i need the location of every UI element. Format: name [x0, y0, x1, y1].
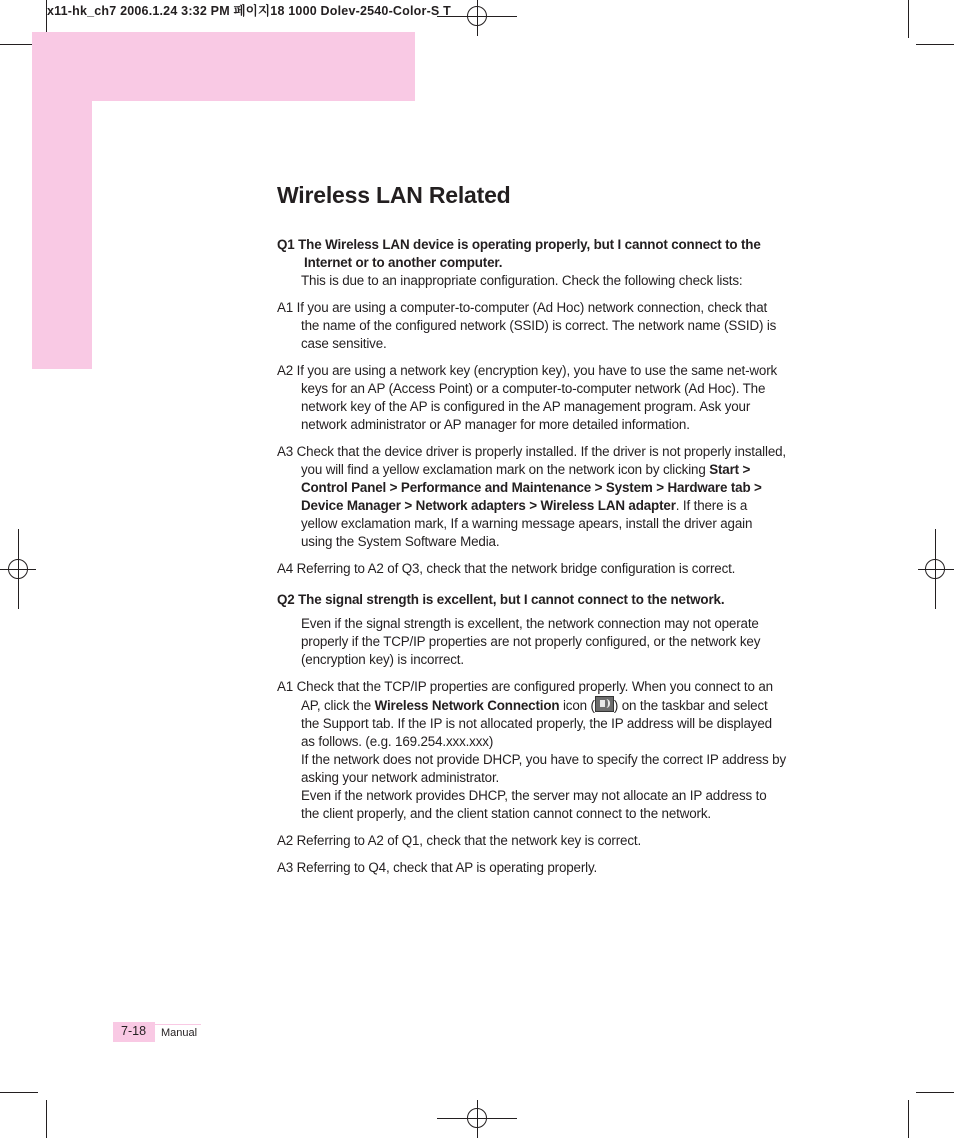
q1-answer-3-text: A3 Check that the device driver is properly installed. If the driver is not properly installed, you will find a yellow exclamation mark on the network icon by clicking: [277, 444, 786, 477]
q1-answer-4: A4 Referring to A2 of Q3, check that the network bridge configuration is correct.: [277, 561, 736, 576]
q2-answer-1-bold: Wireless Network Connection: [374, 698, 560, 713]
q2-answer-2: A2 Referring to A2 of Q1, check that the network key is correct.: [277, 833, 642, 848]
question-1-text: The Wireless LAN device is operating properly, but I cannot connect to the Internet or to another computer.: [298, 237, 761, 270]
q2-answer-1: [277, 678, 787, 751]
q1-answer-3: [277, 443, 787, 551]
pink-side-bar: [32, 32, 92, 369]
question-1-intro: This is due to an inappropriate configuration. Check the following check lists:: [301, 273, 743, 288]
question-1: [277, 236, 787, 272]
q2-answer-1-dhcp-2: Even if the network provides DHCP, the server may not allocate an IP address to the client properly, and the client station cannot connect to the network.: [301, 788, 767, 821]
q2-answer-1-text: A1 Check that the TCP/IP properties are configured properly. When you connect to an AP, click the: [277, 679, 773, 713]
question-2-label: Q2: [277, 592, 299, 607]
question-2-text: The signal strength is excellent, but I cannot connect to the network.: [298, 592, 725, 607]
content: [277, 236, 787, 877]
footer-label: Manual: [161, 1027, 198, 1039]
q2-answer-3: A3 Referring to Q4, check that AP is operating properly.: [277, 860, 598, 875]
q2-answer-1-text-end: ) on the taskbar and select the Support tab. If the IP is not allocated properly, the IP address will be displayed as follows. (e.g. 169.254.xxx.xxx): [301, 698, 772, 749]
q1-answer-2: A2 If you are using a network key (encryption key), you have to use the same net-work keys for an AP (Access Point) or a computer-to-computer network (Ad Hoc). The network key of the AP is configured in the AP management program. Ask your network administrator or AP manager for more detailed information.: [277, 363, 778, 432]
question-2-intro: Even if the signal strength is excellent, the network connection may not operate properly if the TCP/IP properties are not properly configured, or the network key (encryption key) is incorrect.: [301, 616, 761, 667]
wireless-network-icon: [595, 696, 614, 712]
question-2: [277, 591, 787, 609]
q1-answer-1: A1 If you are using a computer-to-computer (Ad Hoc) network connection, check that the name of the configured network (SSID) is correct. The network name (SSID) is case sensitive.: [277, 300, 777, 351]
footer-rule: [155, 1024, 201, 1025]
q1-answer-3-path: Start > Control Panel > Performance and Maintenance > System > Hardware tab > Device Manager > Network adapters > Wireless LAN adapter: [301, 462, 762, 513]
print-slug: x11-hk_ch7 2006.1.24 3:32 PM 페이지18 1000 Dolev-2540-Color-S T: [47, 4, 451, 18]
footer-page-number: 7-18: [121, 1024, 147, 1038]
q2-answer-1-dhcp: If the network does not provide DHCP, you have to specify the correct IP address by asking your network administrator.: [301, 752, 787, 785]
q1-answer-3-text-end: . If there is a yellow exclamation mark, If a warning message apears, install the driver again using the System Software Media.: [301, 498, 753, 549]
q2-answer-1-text-mid: icon (: [559, 698, 595, 713]
question-1-label: Q1: [277, 237, 299, 252]
page-title: Wireless LAN Related: [277, 182, 511, 208]
